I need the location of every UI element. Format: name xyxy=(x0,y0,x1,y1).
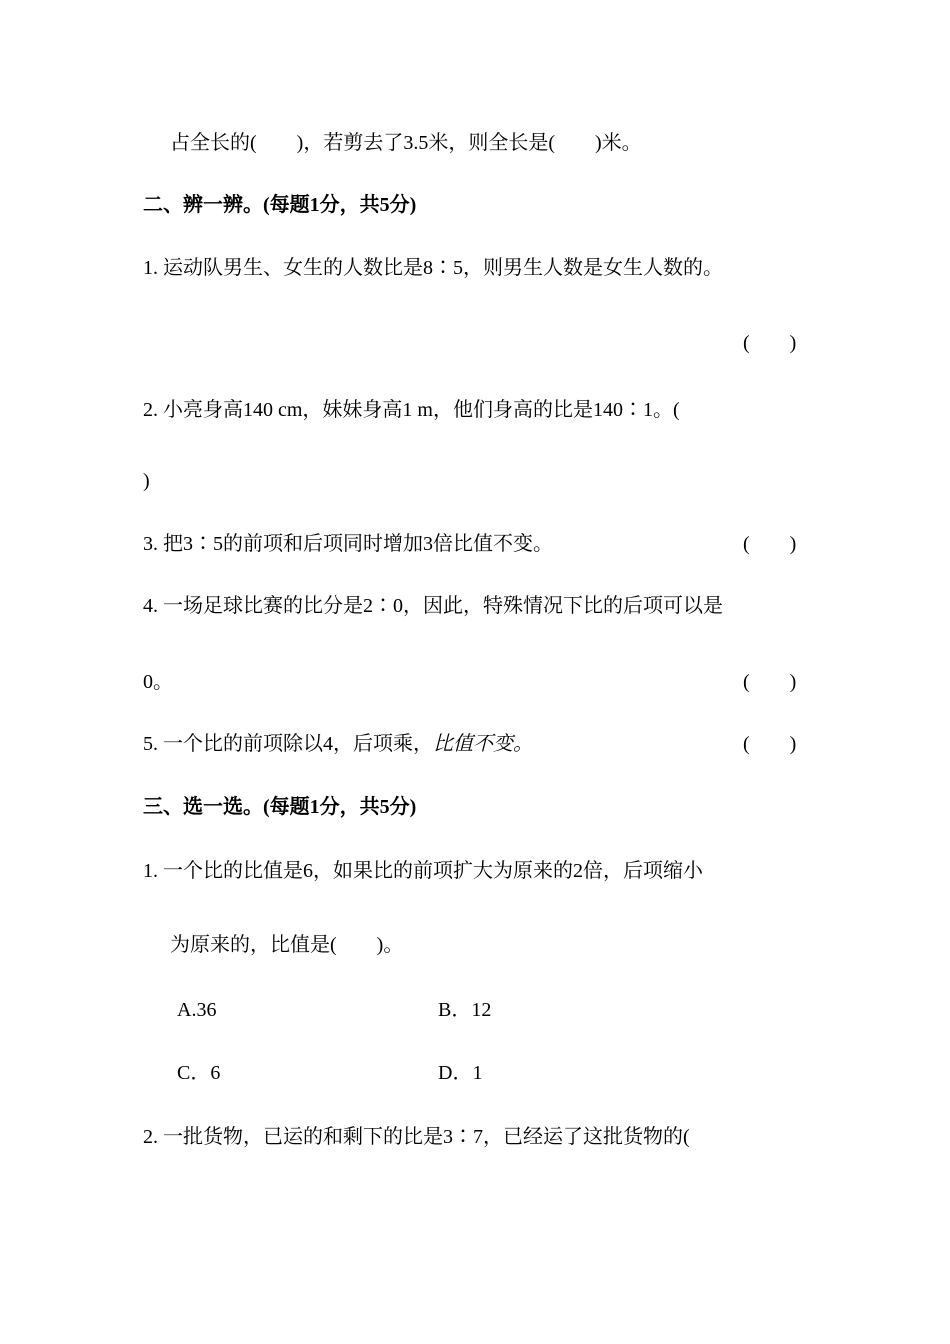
section2-heading: 二、辨一辨。(每题1分，共5分) xyxy=(143,194,417,216)
s2-q1-answer-paren: ( ) xyxy=(743,332,797,354)
s2-q2-close-paren: ) xyxy=(143,470,150,492)
s2-q5-text: 5. 一个比的前项除以4，后项乘， xyxy=(143,733,433,755)
s3-q1-continuation: 为原来的，比值是( )。 xyxy=(170,934,404,956)
section3-heading: 三、选一选。(每题1分，共5分) xyxy=(143,796,417,818)
s2-question-2: 2. 小亮身高140 cm，妹妹身高1 m，他们身高的比是140∶1。( xyxy=(143,399,680,421)
s3-q1-option-a: A.36 xyxy=(177,999,217,1021)
s3-q1-option-c: C．6 xyxy=(177,1062,221,1084)
s2-question-4: 4. 一场足球比赛的比分是2∶0，因此，特殊情况下比的后项可以是 xyxy=(143,595,723,617)
s3-question-2: 2. 一批货物，已运的和剩下的比是3∶7，已经运了这批货物的( xyxy=(143,1126,690,1148)
s2-q5-answer-paren: ( ) xyxy=(743,733,797,755)
s2-question-5 xyxy=(143,730,533,758)
s2-q5-italic: 比值不变。 xyxy=(433,733,533,755)
continuation-line: 占全长的( )，若剪去了3.5米，则全长是( )米。 xyxy=(170,132,642,154)
s2-question-3: 3. 把3∶5的前项和后项同时增加3倍比值不变。 xyxy=(143,533,553,555)
s3-question-1: 1. 一个比的比值是6，如果比的前项扩大为原来的2倍，后项缩小 xyxy=(143,860,703,882)
s2-question-1: 1. 运动队男生、女生的人数比是8∶5，则男生人数是女生人数的。 xyxy=(143,257,723,279)
s3-q1-option-b: B．12 xyxy=(438,999,492,1021)
s3-q1-option-d: D．1 xyxy=(438,1062,483,1084)
s2-q4-continuation: 0。 xyxy=(143,671,173,693)
s2-q4-answer-paren: ( ) xyxy=(743,671,797,693)
s2-q3-answer-paren: ( ) xyxy=(743,533,797,555)
